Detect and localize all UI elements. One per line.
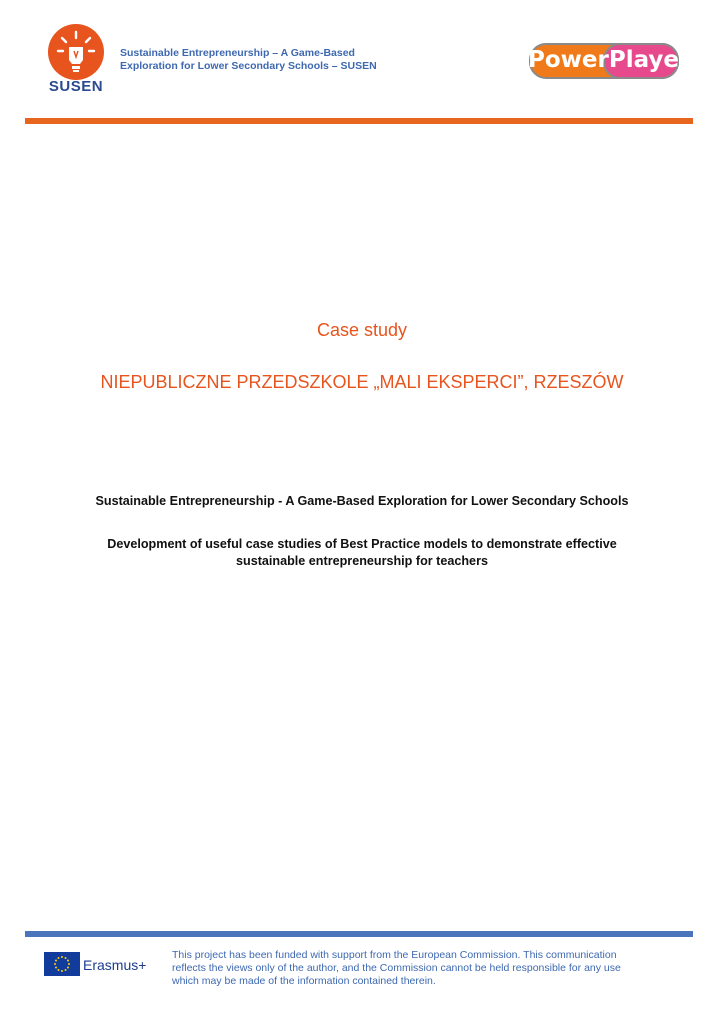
description-line1: Development of useful case studies of Best Practice models to demonstrate effective: [107, 537, 617, 551]
susen-logo-circle: [48, 24, 104, 80]
erasmus-label: Erasmus+: [83, 957, 147, 973]
description-line2: sustainable entrepreneurship for teachers: [236, 554, 488, 568]
disclaimer-line1: This project has been funded with support from the European Commission. This communication: [172, 949, 617, 961]
project-title: [120, 47, 440, 73]
header-divider: [25, 118, 693, 124]
project-description: [40, 536, 684, 570]
powerplayer-logo-text: PowerPlayer: [528, 47, 691, 73]
disclaimer-line2: reflects the views only of the author, and the Commission cannot be held responsible for any use: [172, 962, 621, 974]
case-study-title: Case study: [316, 320, 408, 340]
school-name: NIEPUBLICZNE PRZEDSZKOLE „MALI EKSPERCI”, RZESZÓW: [100, 372, 624, 392]
funding-disclaimer: [172, 949, 672, 988]
project-title-line1: Sustainable Entrepreneurship – A Game-Based: [120, 47, 355, 59]
title-block: [25, 320, 699, 393]
susen-logo: [44, 24, 108, 96]
disclaimer-line3: which may be made of the information contained therein.: [172, 975, 436, 987]
powerplayer-logo: [528, 40, 691, 82]
susen-logo-text: SUSEN: [48, 78, 104, 95]
footer-divider: [25, 931, 693, 937]
eu-flag-icon: [44, 952, 80, 976]
project-title-line2: Exploration for Lower Secondary Schools – SUSEN: [120, 60, 377, 72]
project-subtitle: Sustainable Entrepreneurship - A Game-Based Exploration for Lower Secondary Schools: [95, 494, 629, 508]
lightbulb-icon: [48, 24, 104, 80]
